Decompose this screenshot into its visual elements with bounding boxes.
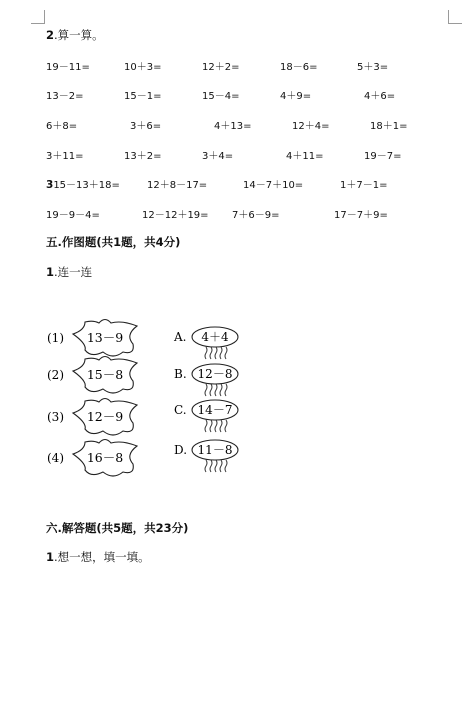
right-expression: 14－7 (197, 403, 233, 417)
left-expression: 12－9 (86, 409, 124, 424)
calc-item: 5＋3= (357, 62, 389, 73)
section-6-question-1 (46, 549, 150, 565)
match-left-item (47, 357, 137, 394)
left-expression: 13－9 (86, 330, 124, 345)
calc-item: 13－2= (46, 91, 84, 102)
calc-item: 18＋1= (370, 121, 408, 132)
calc-item: 19－9－4= (46, 210, 100, 221)
calc-item: 12＋4= (292, 121, 330, 132)
section-6-title: 六.解答题(共5题，共23分) (46, 521, 189, 535)
calc-item: 1＋7－1= (340, 180, 388, 191)
question-number: 1 (46, 550, 55, 564)
corner-crop-mark-right (448, 10, 462, 24)
match-left-item (47, 440, 137, 477)
calc-item: 6＋8= (46, 121, 78, 132)
corner-crop-mark-left (31, 10, 45, 24)
calc-item: 4＋6= (364, 91, 396, 102)
calc-item: 12－12＋19= (142, 210, 209, 221)
right-marker: D. (174, 443, 188, 457)
calc-item: 3＋4= (202, 151, 234, 162)
left-marker: (3) (47, 410, 64, 424)
calc-item: 18－6= (280, 62, 318, 73)
match-left-item (47, 399, 137, 436)
calc-item: 12＋8－17= (147, 180, 208, 191)
calc-item: 15－1= (124, 91, 162, 102)
question-3-row (0, 176, 476, 190)
left-marker: (2) (47, 368, 64, 382)
left-expression: 16－8 (86, 450, 124, 465)
jellyfish-tentacles (205, 420, 227, 432)
calc-item: 12＋2= (202, 62, 240, 73)
question-number: 2 (46, 28, 55, 42)
question-number: 3 (46, 179, 54, 191)
calc-item: 19－7= (364, 151, 402, 162)
calc-item: 10＋3= (124, 62, 162, 73)
match-right-item (173, 327, 238, 359)
calc-item: 17－7＋9= (334, 210, 388, 221)
calc-item: 15－4= (202, 91, 240, 102)
left-expression: 15－8 (86, 367, 124, 382)
calc-item: 4＋9= (280, 91, 312, 102)
jellyfish-tentacles (205, 460, 227, 472)
question-number: 1 (46, 265, 55, 279)
calc-item (46, 176, 120, 191)
question-3-row (0, 206, 476, 220)
calc-item: 3＋6= (130, 121, 162, 132)
matching-figure (0, 318, 476, 478)
left-marker: (1) (47, 331, 64, 345)
match-right-item (174, 400, 238, 432)
question-text: .想一想，填一填。 (54, 550, 150, 564)
right-expression: 4＋4 (201, 330, 229, 344)
calc-item: 4＋11= (286, 151, 324, 162)
section-5-question-1 (46, 264, 92, 280)
calc-row (0, 117, 476, 131)
calc-item: 13＋2= (124, 151, 162, 162)
calc-row (0, 58, 476, 72)
match-right-item (174, 440, 238, 472)
question-2-title (46, 27, 104, 43)
calc-item: 19－11= (46, 62, 90, 73)
right-marker: A. (174, 330, 187, 344)
right-expression: 12－8 (197, 367, 233, 381)
calc-item: 4＋13= (214, 121, 252, 132)
calc-expression: 15－13＋18= (53, 180, 120, 191)
section-5-title: 五.作图题(共1题，共4分) (46, 235, 181, 249)
left-marker: (4) (47, 451, 64, 465)
right-expression: 11－8 (197, 443, 233, 457)
question-text: .算一算。 (54, 28, 104, 42)
match-right-item (174, 364, 238, 396)
jellyfish-tentacles (205, 347, 227, 359)
right-marker: B. (174, 367, 187, 381)
calc-row (0, 87, 476, 101)
match-left-item (47, 320, 137, 357)
right-marker: C. (174, 403, 187, 417)
question-text: .连一连 (54, 265, 93, 279)
matching-svg (0, 318, 476, 478)
jellyfish-tentacles (205, 384, 227, 396)
calc-item: 14－7＋10= (243, 180, 304, 191)
calc-item: 3＋11= (46, 151, 84, 162)
calc-item: 7＋6－9= (232, 210, 280, 221)
calc-row (0, 147, 476, 161)
